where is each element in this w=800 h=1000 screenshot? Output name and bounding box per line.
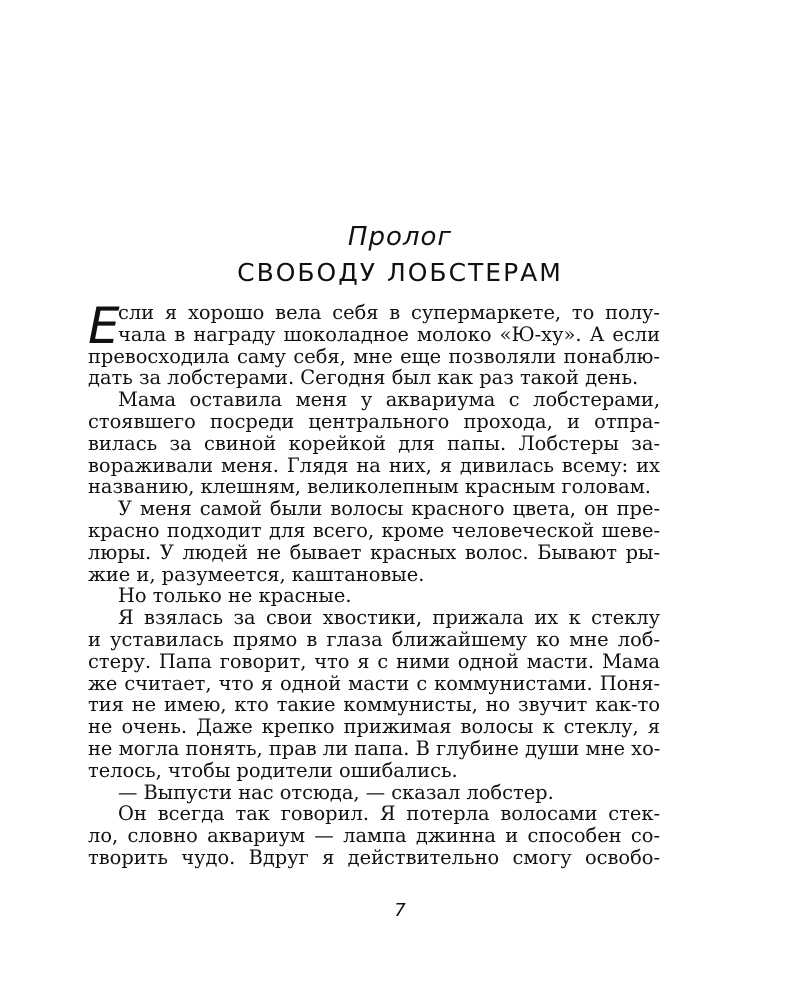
text-line: чала в награду шоколадное молоко «Ю-ху». А если — [118, 322, 660, 346]
text-line: названию, клешням, великолепным красным головам. — [88, 475, 651, 499]
text-line: Но только не красные. — [118, 584, 352, 608]
text-line: Мама оставила меня у аквариума с лобстерами, — [118, 388, 660, 412]
text-line: красно подходит для всего, кроме человеческой шеве- — [88, 518, 660, 542]
text-line: стеру. Папа говорит, что я с ними одной масти. Мама — [88, 649, 660, 673]
text-line: стоявшего посреди центрального прохода, и отпра- — [88, 409, 660, 433]
text-line: ло, словно аквариум — лампа джинна и способен со- — [88, 824, 660, 848]
text-line: жие и, разумеется, каштановые. — [88, 562, 425, 586]
text-line: — Выпусти нас отсюда, — сказал лобстер. — [118, 780, 554, 804]
text-line: У меня самой были волосы красного цвета, он пре- — [118, 497, 660, 521]
text-line: же считает, что я одной масти с коммунистами. Поня- — [88, 671, 660, 695]
body-text — [88, 297, 661, 869]
text-line: Я взялась за свои хвостики, прижала их к стеклу — [118, 606, 660, 630]
text-line: телось, чтобы родители ошибались. — [88, 758, 458, 782]
page-number: 7 — [394, 900, 406, 921]
text-line: и уставилась прямо в глаза ближайшему ко мне лоб- — [88, 627, 660, 651]
text-line: творить чудо. Вдруг я действительно смогу освобо- — [88, 845, 660, 869]
text-line: сли я хорошо вела себя в супермаркете, то полу- — [118, 301, 660, 324]
text-line: вилась за свиной корейкой для папы. Лобстеры за- — [88, 431, 660, 455]
text-line: тия не имею, кто такие коммунисты, но звучит как-то — [88, 693, 660, 717]
text-line: люры. У людей не бывает красных волос. Бывают ры- — [88, 540, 660, 564]
text-line: Он всегда так говорил. Я потерла волосами стек- — [118, 802, 660, 826]
chapter-title: СВОБОДУ ЛОБСТЕРАМ — [237, 258, 563, 287]
text-line: дать за лобстерами. Сегодня был как раз такой день. — [88, 366, 639, 390]
drop-cap: Е — [88, 297, 120, 355]
text-line: вораживали меня. Глядя на них, я дивилась всему: их — [88, 453, 660, 477]
chapter-label: Пролог — [347, 222, 453, 252]
text-line: превосходила саму себя, мне еще позволяли понаблю- — [88, 344, 660, 368]
text-line: не очень. Даже крепко прижимая волосы к стеклу, я — [88, 715, 660, 739]
text-line: не могла понять, прав ли папа. В глубине души мне хо- — [88, 736, 661, 760]
